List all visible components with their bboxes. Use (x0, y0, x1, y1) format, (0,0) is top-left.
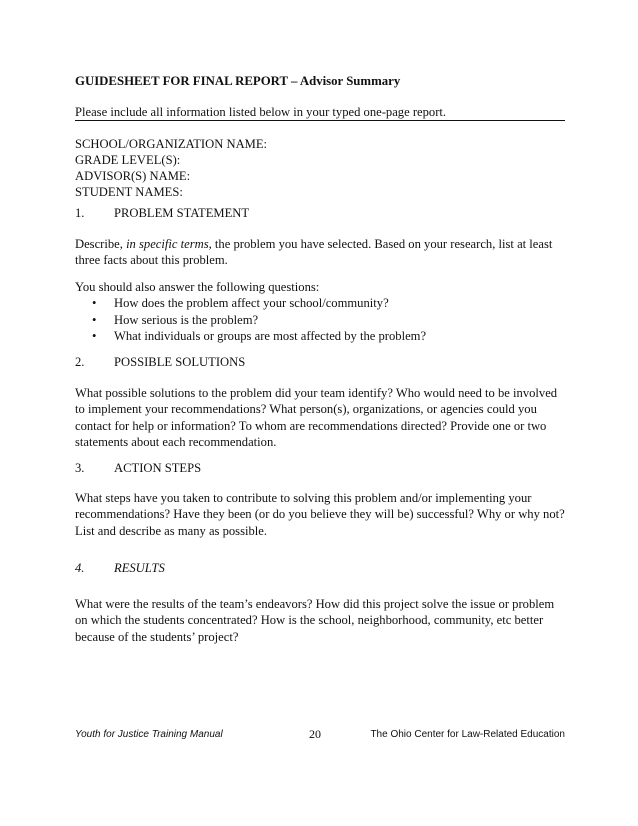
footer-manual-title: Youth for Justice Training Manual (75, 729, 223, 740)
list-item (92, 312, 426, 329)
page-number: 20 (309, 727, 321, 741)
section-number: 3. (75, 461, 85, 475)
section-1-paragraph (75, 236, 567, 269)
bullet-icon: • (92, 312, 97, 327)
section-4-paragraph: What were the results of the team’s endeavors? How did this project solve the issue or problem on which the students concentrated? How is the school, neighborhood, community, etc better because of the students’ project? (75, 597, 555, 644)
bullet-icon: • (92, 329, 97, 344)
list-item-text: How serious is the problem? (114, 312, 259, 327)
section-1-bullet-list (92, 295, 426, 345)
section-title: RESULTS (114, 561, 165, 575)
section-title: ACTION STEPS (114, 461, 202, 475)
section-2-heading (75, 354, 565, 370)
intro-text: Please include all information listed below in your typed one-page report. (75, 105, 447, 119)
section-2-paragraph: What possible solutions to the problem did your team identify? Who would need to be involved to implement your recommendations? What person(s), organizations, or agencies could you contact for help or information? To whom are recommendations directed? Provide one or two statements about each recommendation. (75, 386, 558, 450)
section-number: 4. (75, 561, 85, 575)
horizontal-rule (75, 120, 565, 121)
field-student-names: STUDENT NAMES: (75, 185, 183, 199)
section-number: 1. (75, 206, 85, 220)
field-school-name: SCHOOL/ORGANIZATION NAME: (75, 137, 268, 151)
section-1-heading (75, 205, 565, 221)
section-3-heading (75, 460, 565, 476)
section-title: POSSIBLE SOLUTIONS (114, 355, 246, 369)
page-footer (75, 727, 565, 743)
section-title: PROBLEM STATEMENT (114, 206, 250, 220)
bullet-icon: • (92, 296, 97, 310)
paragraph-text: the problem you have selected. Based on your research, list at least three facts about this problem. (75, 237, 553, 268)
info-fields (75, 136, 267, 200)
list-item-text: How does the problem affect your school/community? (114, 296, 389, 310)
list-item-text: What individuals or groups are most affected by the problem? (114, 329, 427, 344)
footer-organization: The Ohio Center for Law-Related Education (370, 729, 565, 740)
document-title: GUIDESHEET FOR FINAL REPORT – Advisor Summary (75, 74, 401, 88)
paragraph-text: Describe, (75, 237, 127, 251)
section-number: 2. (75, 355, 85, 369)
list-item (92, 328, 426, 345)
list-item (92, 295, 426, 312)
section-4-heading (75, 560, 565, 576)
paragraph-emphasis: in specific terms, (126, 237, 212, 251)
field-advisor-name: ADVISOR(S) NAME: (75, 169, 191, 183)
section-3-paragraph: What steps have you taken to contribute to solving this problem and/or implementing your recommendations? Have they been (or do you believe they will be) successful? Why or why not? List and describe as many as possible. (75, 491, 565, 538)
section-1-questions-intro: You should also answer the following questions: (75, 280, 320, 294)
field-grade-level: GRADE LEVEL(S): (75, 153, 181, 167)
